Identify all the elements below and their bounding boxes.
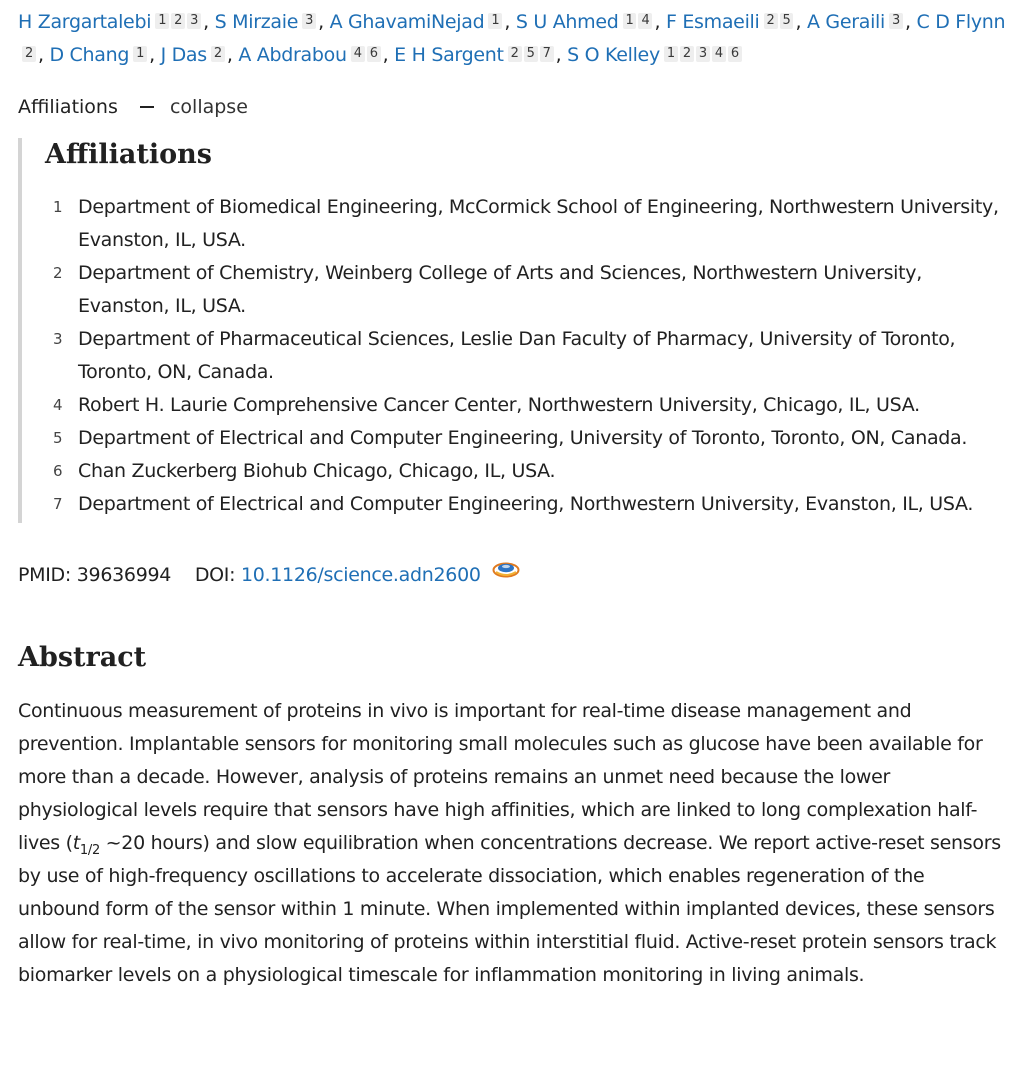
affiliation-number: 2: [53, 264, 63, 282]
author-affiliation-refs: [889, 7, 905, 29]
affiliation-ref-badge[interactable]: 5: [780, 13, 794, 29]
affiliation-ref-badge[interactable]: 2: [171, 13, 185, 29]
author-separator: ,: [905, 11, 917, 33]
affiliations-panel: [18, 138, 1008, 523]
collapse-button[interactable]: collapse: [169, 96, 248, 118]
author-link[interactable]: A GhavamiNejad: [329, 11, 485, 33]
affiliation-text: Department of Electrical and Computer Engineering, University of Toronto, Toronto, ON, Canada.: [78, 427, 968, 449]
author-affiliation-refs: [508, 40, 556, 62]
affiliation-number: 5: [53, 429, 63, 447]
author-affiliation-refs: [488, 7, 504, 29]
affiliation-number: 1: [53, 198, 63, 216]
affiliation-text: Robert H. Laurie Comprehensive Cancer Center, Northwestern University, Chicago, IL, USA.: [78, 394, 920, 416]
affiliation-item: [45, 488, 1008, 521]
author-link[interactable]: D Chang: [49, 44, 130, 66]
author-separator: ,: [37, 44, 50, 66]
affiliation-number: 7: [53, 495, 63, 513]
affiliations-list: [45, 191, 1008, 521]
affiliation-ref-badge[interactable]: 2: [211, 46, 225, 62]
author-affiliation-refs: [155, 7, 203, 29]
affiliation-ref-badge[interactable]: 1: [488, 13, 502, 29]
author-link[interactable]: S Mirzaie: [214, 11, 299, 33]
author-affiliation-refs: [22, 40, 38, 62]
author-separator: ,: [795, 11, 807, 33]
affiliation-ref-badge[interactable]: 7: [540, 46, 554, 62]
affiliation-ref-badge[interactable]: 3: [302, 13, 316, 29]
affiliation-ref-badge[interactable]: 2: [508, 46, 522, 62]
doi-link[interactable]: 10.1126/science.adn2600: [240, 564, 481, 586]
author-link[interactable]: A Geraili: [806, 11, 886, 33]
minus-icon: [140, 106, 154, 108]
affiliation-ref-badge[interactable]: 4: [638, 13, 652, 29]
author-link[interactable]: E H Sargent: [394, 44, 504, 66]
affiliation-number: 6: [53, 462, 63, 480]
affiliation-ref-badge[interactable]: 2: [22, 46, 36, 62]
affiliation-number: 3: [53, 330, 63, 348]
abstract-text: [18, 695, 1008, 992]
author-link[interactable]: A Abdrabou: [238, 44, 347, 66]
author-affiliation-refs: [133, 40, 149, 62]
affiliations-toggle[interactable]: [18, 95, 1008, 119]
author-link[interactable]: H Zargartalebi: [18, 11, 152, 33]
affiliation-text: Department of Electrical and Computer Engineering, Northwestern University, Evanston, IL, USA.: [78, 493, 974, 515]
author-link[interactable]: S O Kelley: [567, 44, 660, 66]
abstract-heading: Abstract: [18, 642, 147, 673]
pmid-value: 39636994: [76, 564, 172, 586]
affiliation-item: [45, 323, 1008, 389]
affiliations-heading: Affiliations: [45, 139, 212, 170]
half-life-symbol: t: [72, 832, 80, 854]
affiliation-ref-badge[interactable]: 4: [712, 46, 726, 62]
affiliation-ref-badge[interactable]: 6: [367, 46, 381, 62]
abstract-text-after: ~20 hours) and slow equilibration when concentrations decrease. We report active-reset sensors by use of high-frequency oscillations to accelerate dissociation, which enables regeneration of the unbound form of the sensor within 1 minute. When implemented within implanted devices, these sensors allow for real-time, in vivo monitoring of proteins within interstitial fluid. Active-reset protein sensors track biomarker levels on a physiological timescale for inflammation monitoring in living animals.: [18, 832, 1001, 986]
author-separator: ,: [504, 11, 516, 33]
affiliation-ref-badge[interactable]: 1: [623, 13, 637, 29]
affiliation-ref-badge[interactable]: 1: [155, 13, 169, 29]
author-separator: ,: [226, 44, 239, 66]
affiliation-item: [45, 257, 1008, 323]
author-affiliation-refs: [351, 40, 383, 62]
affiliation-ref-badge[interactable]: 1: [664, 46, 678, 62]
half-life-subscript: 1/2: [79, 842, 100, 858]
affiliation-text: Department of Biomedical Engineering, McCormick School of Engineering, Northwestern University, Evanston, IL, USA.: [78, 196, 999, 251]
author-affiliation-refs: [664, 40, 744, 62]
article-identifiers: [18, 563, 1008, 587]
author-separator: ,: [318, 11, 330, 33]
author-separator: ,: [149, 44, 161, 66]
affiliation-item: [45, 422, 1008, 455]
affiliation-ref-badge[interactable]: 2: [680, 46, 694, 62]
affiliation-ref-badge[interactable]: 3: [696, 46, 710, 62]
affiliation-item: [45, 389, 1008, 422]
affiliation-ref-badge[interactable]: 4: [351, 46, 365, 62]
affiliation-ref-badge[interactable]: 1: [133, 46, 147, 62]
author-affiliation-refs: [764, 7, 796, 29]
abstract-text-before: Continuous measurement of proteins in vivo is important for real-time disease management and prevention. Implantable sensors for monitoring small molecules such as glucose have been available for more than a decade. However, analysis of proteins remains an unmet need because the lower physiological levels require that sensors have high affinities, which are linked to long complexation half-lives (: [18, 700, 983, 854]
affiliation-item: [45, 191, 1008, 257]
author-separator: ,: [382, 44, 395, 66]
affiliation-ref-badge[interactable]: 3: [187, 13, 201, 29]
affiliations-toggle-label: Affiliations: [18, 96, 118, 118]
external-link-icon[interactable]: [492, 559, 520, 581]
author-link[interactable]: J Das: [160, 44, 207, 66]
author-link[interactable]: F Esmaeili: [665, 11, 760, 33]
author-link[interactable]: C D Flynn: [916, 11, 1006, 33]
author-affiliation-refs: [302, 7, 318, 29]
affiliation-ref-badge[interactable]: 3: [889, 13, 903, 29]
author-list: [18, 6, 1008, 72]
author-separator: ,: [555, 44, 568, 66]
pmid-label: PMID:: [18, 564, 71, 586]
affiliation-text: Department of Chemistry, Weinberg College of Arts and Sciences, Northwestern University, Evanston, IL, USA.: [78, 262, 922, 317]
affiliation-item: [45, 455, 1008, 488]
author-affiliation-refs: [623, 7, 655, 29]
author-separator: ,: [203, 11, 215, 33]
author-affiliation-refs: [211, 40, 227, 62]
affiliation-ref-badge[interactable]: 2: [764, 13, 778, 29]
author-link[interactable]: S U Ahmed: [515, 11, 619, 33]
affiliation-ref-badge[interactable]: 6: [728, 46, 742, 62]
author-separator: ,: [654, 11, 666, 33]
article-page: [18, 0, 1008, 992]
affiliation-text: Chan Zuckerberg Biohub Chicago, Chicago, IL, USA.: [78, 460, 556, 482]
doi-label: DOI:: [194, 564, 236, 586]
affiliation-ref-badge[interactable]: 5: [524, 46, 538, 62]
affiliation-number: 4: [53, 396, 63, 414]
affiliation-text: Department of Pharmaceutical Sciences, Leslie Dan Faculty of Pharmacy, University of Toronto, Toronto, ON, Canada.: [78, 328, 956, 383]
